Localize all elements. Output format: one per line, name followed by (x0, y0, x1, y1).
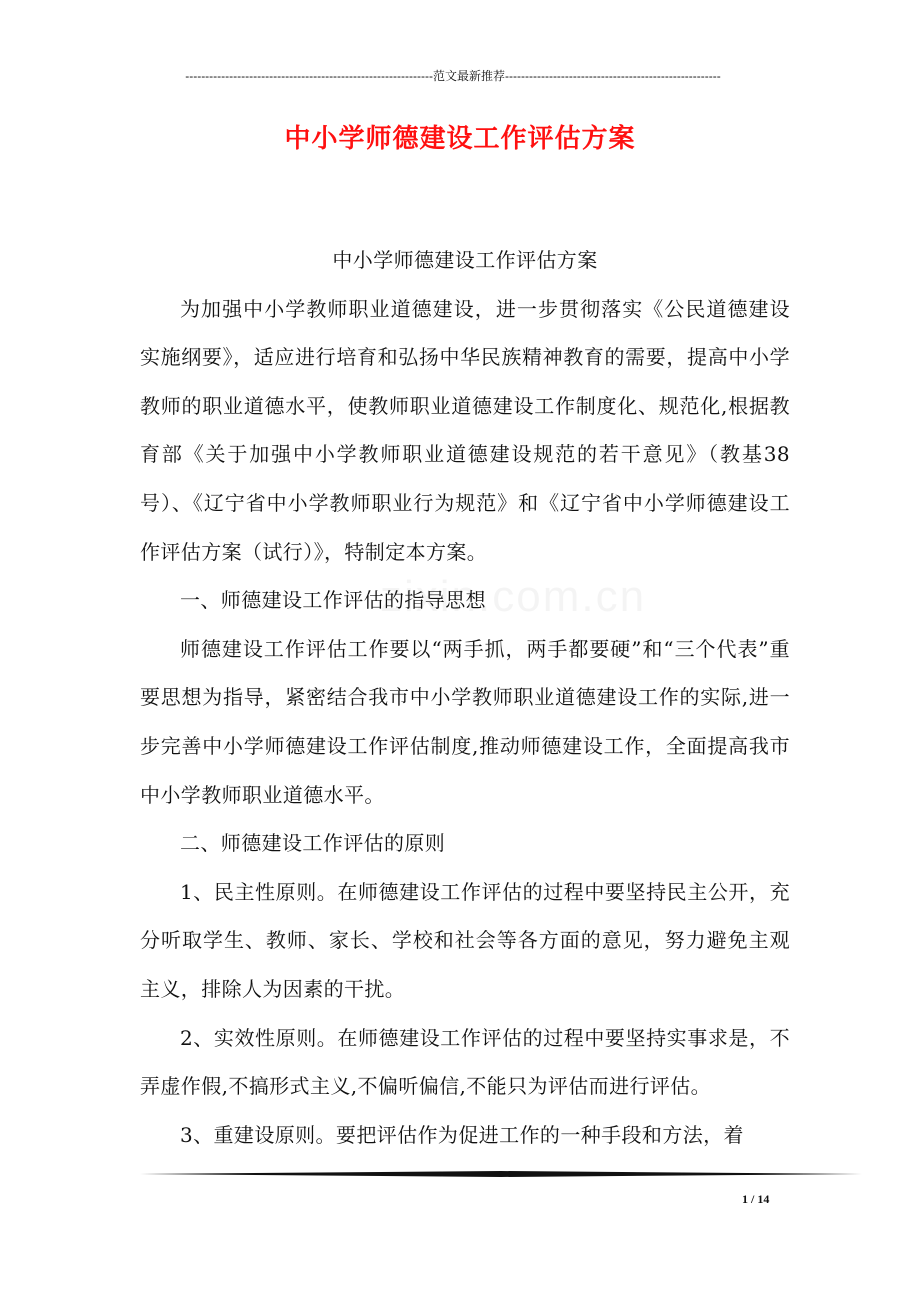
page-indicator: 1 / 14 (742, 1192, 770, 1206)
header-label: 范文最新推荐 (432, 69, 505, 83)
page-header (138, 68, 768, 84)
paragraph-principle-1: 1、民主性原则。在师德建设工作评估的过程中要坚持民主公开，充分听取学生、教师、家长、学校和社会等各方面的意见，努力避免主观主义，排除人为因素的干扰。 (140, 879, 790, 1001)
footer-rule (140, 1171, 862, 1177)
paragraph-principle-2: 2、实效性原则。在师德建设工作评估的过程中要坚持实事求是，不弄虚作假,不搞形式主义,不偏听偏信,不能只为评估而进行评估。 (140, 1025, 790, 1099)
paragraph-intro: 为加强中小学教师职业道德建设，进一步贯彻落实《公民道德建设实施纲要》，适应进行培育和弘扬中华民族精神教育的需要，提高中小学教师的职业道德水平，使教师职业道德建设工作制度化、规范化,根据教育部《关于加强中小学教师职业道德建设规范的若干意见》（教基38号）、《辽宁省中小学教师职业行为规范》和《辽宁省中小学师德建设工作评估方案（试行）》，特制定本方案。 (140, 296, 790, 564)
section-heading-1: 一、师德建设工作评估的指导思想 (180, 588, 486, 613)
paragraph-principle-3: 3、重建设原则。要把评估作为促进工作的一种手段和方法，着 (180, 1122, 744, 1147)
header-dashes-right: ------------------------------------------------------ (504, 69, 721, 83)
section-heading-2: 二、师德建设工作评估的原则 (180, 831, 446, 856)
document-body (140, 236, 790, 1159)
paragraph-guiding-thought: 师德建设工作评估工作要以“两手抓，两手都要硬”和“三个代表”重要思想为指导，紧密结合我市中小学教师职业道德建设工作的实际,进一步完善中小学师德建设工作评估制度,推动师德建设工作，全面提高我市中小学教师职业道德水平。 (140, 636, 790, 807)
header-dashes-left: -------------------------------------------------------------- (185, 69, 433, 83)
document-subtitle: 中小学师德建设工作评估方案 (332, 248, 598, 272)
document-title: 中小学师德建设工作评估方案 (284, 124, 636, 154)
